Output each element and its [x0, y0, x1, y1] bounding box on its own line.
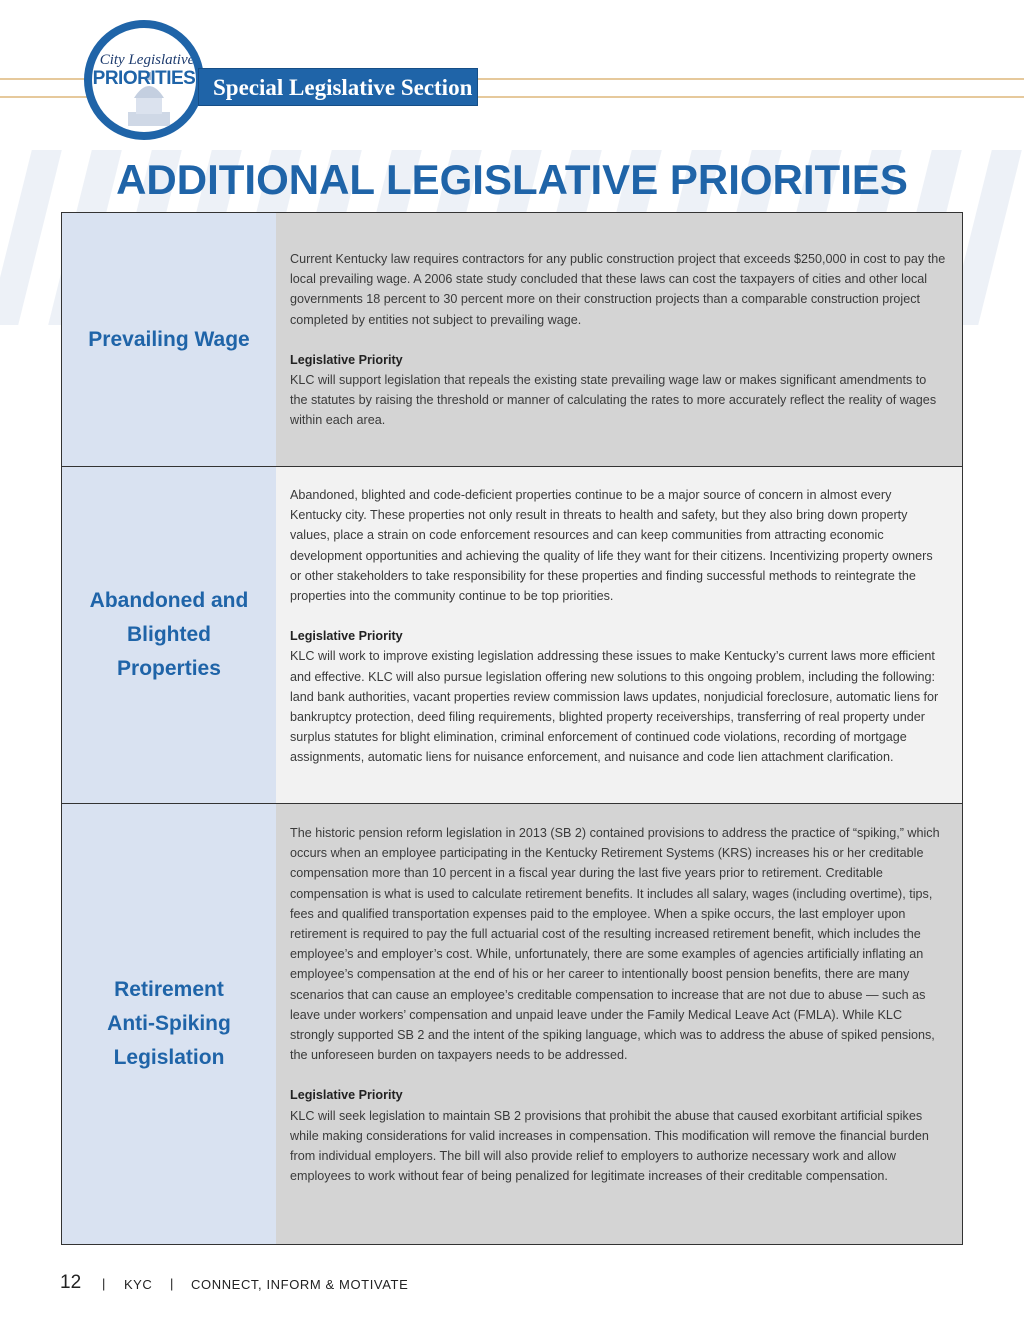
publication-tagline: CONNECT, INFORM & MOTIVATE — [191, 1277, 409, 1292]
city-legislative-priorities-logo — [84, 20, 204, 140]
section-banner: Special Legislative Section — [198, 68, 478, 106]
table-row — [62, 467, 962, 804]
row-label: Retirement Anti-Spiking Legislation — [107, 978, 231, 1069]
priority-text: KLC will support legislation that repeals the existing state prevailing wage law or makes significant amendments to the statutes by raising the threshold or manner of calculating the rates to more accurately reflect the reality of wages within each area. — [290, 373, 937, 428]
table-row — [62, 804, 962, 1244]
footer-separator: | — [102, 1276, 106, 1291]
priorities-table — [61, 212, 963, 1245]
publication-name: KYC — [124, 1277, 153, 1292]
row-body: Abandoned, blighted and code-deficient properties continue to be a major source of concern in almost every Kentucky city. These properties not only result in threats to health and safety, but they also bring down property values, place a strain on code enforcement resources and can keep communities from attracting economic development opportunities and achieving the quality of life they want for their citizens. Incentivizing property owners or other stakeholders to take responsibility for these properties and finding successful methods to reintegrate the properties into the community continue to be top priorities. — [290, 488, 933, 604]
priority-text: KLC will work to improve existing legislation addressing these issues to make Kentucky’s current laws more efficient and effective. KLC will also pursue legislation offering new solutions to this ongoing problem, including the following: land bank authorities, vacant properties review commission laws updates, nonjudicial foreclosure, automatic liens for bankruptcy protection, deed filing requirements, blighted property receiverships, transferring of real property under surplus statutes for blight elimination, criminal enforcement of continued code violations, recording of mortgage assignments, automatic liens for nuisance enforcement, and nuisance and code lien attachment clarification. — [290, 649, 939, 765]
logo-script-text: City Legislative — [99, 52, 195, 68]
row-label: Prevailing Wage — [88, 327, 250, 351]
logo-wordmark: PRIORITIES — [92, 68, 196, 89]
row-body: The historic pension reform legislation in 2013 (SB 2) contained provisions to address the practice of “spiking,” which occurs when an employee participating in the Kentucky Retirement Systems (KRS) increases his or her creditable compensation more than 10 percent in a fiscal year during the last five years prior to retirement. Creditable compensation is what is used to calculate retirement benefits. It includes all salary, wages (including overtime), tips, fees and qualified transportation expenses paid to the employee. When a spike occurs, the last employer upon retirement is required to pay the full actuarial cost of the resulting increased retirement benefit, which includes the employee’s and employer’s cost. While, unfortunately, there are some examples of agencies artificially inflating an employee’s compensation at the end of his or her career to intentionally boost pension benefits, there are many scenarios that can cause an employee’s creditable compensation to increase that are not due to abuse — such as leave under workers’ compensation and unpaid leave under the Family Medical Leave Act (FMLA). While KLC strongly supported SB 2 and the intent of the spiking language, which was to address the abuse of spiked pensions, the unforeseen burden on taxpayers needs to be addressed. — [290, 826, 940, 1063]
row-text-cell — [276, 213, 962, 466]
page-number: 12 — [60, 1272, 82, 1293]
row-label-cell — [62, 213, 277, 466]
row-text-cell — [276, 804, 962, 1244]
priority-text: KLC will seek legislation to maintain SB 2 provisions that prohibit the abuse that caused exorbitant artificial spikes while making considerations for valid increases in compensation. This modification will remove the financial burden from individual employers. The bill will also provide relief to employers to authorize necessary work and allow employees to work without fear of being penalized for legitimate increases of their creditable compensation. — [290, 1108, 929, 1184]
row-label-cell — [62, 467, 277, 803]
row-body: Current Kentucky law requires contractors for any public construction project that exceeds $250,000 in cost to pay the local prevailing wage. A 2006 state study concluded that these laws can cost the taxpayers of cities and other local governments 18 percent to 30 percent more on their construction projects than a comparable construction project completed by entities not subject to prevailing wage. — [290, 252, 946, 327]
row-text-cell — [276, 467, 962, 803]
priority-heading: Legislative Priority — [290, 1088, 403, 1103]
page-title: ADDITIONAL LEGISLATIVE PRIORITIES — [116, 156, 908, 203]
footer-separator: | — [170, 1276, 174, 1291]
row-label-cell — [62, 804, 277, 1244]
table-row — [62, 213, 962, 467]
priority-heading: Legislative Priority — [290, 629, 403, 644]
priority-heading: Legislative Priority — [290, 352, 403, 367]
row-label: Abandoned and Blighted Properties — [89, 589, 249, 680]
